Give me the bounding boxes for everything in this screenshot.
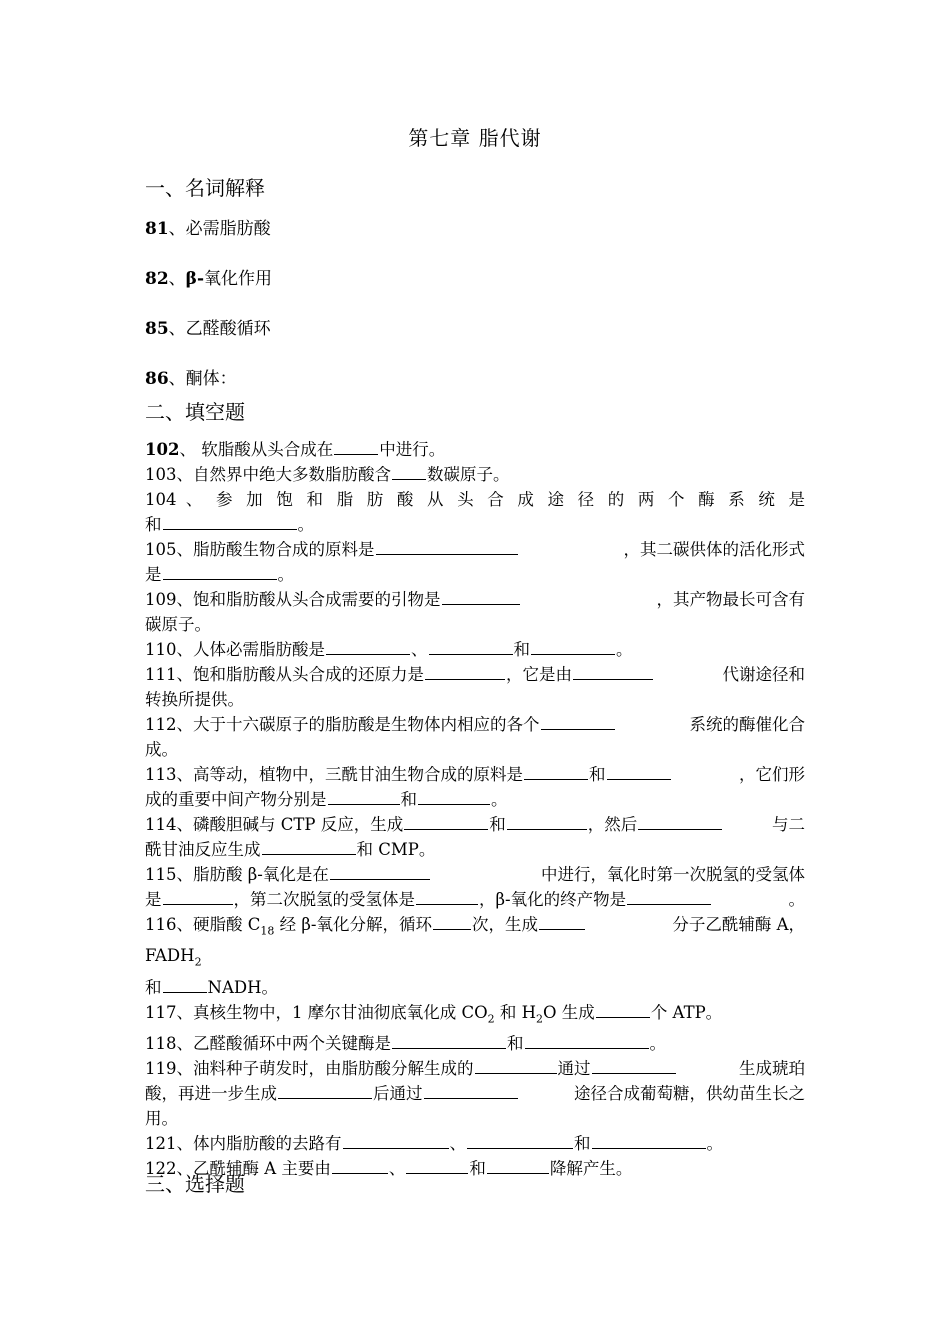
question-121 — [145, 1131, 805, 1156]
question-105 — [145, 537, 805, 587]
question-text: 后通过 — [373, 1083, 423, 1103]
term-text: 氧化作用 — [204, 269, 273, 289]
question-text: 系统的酶催化合 — [689, 715, 805, 734]
term-separator: 、 — [168, 269, 186, 289]
term-item — [145, 214, 271, 239]
answer-blank[interactable] — [392, 463, 426, 480]
question-text: 转换所提供。 — [145, 690, 244, 709]
question-text: 数碳原子。 — [427, 465, 510, 484]
answer-blank[interactable] — [433, 913, 471, 930]
answer-blank[interactable] — [531, 638, 615, 655]
subscript: 2 — [194, 955, 202, 969]
answer-blank[interactable] — [163, 513, 297, 530]
question-text: ，其二碳供体的活化形式 — [623, 540, 805, 559]
term-item — [145, 314, 271, 339]
answer-blank[interactable] — [425, 663, 505, 680]
question-text: 118、乙醛酸循环中两个关键酶是 — [145, 1033, 391, 1053]
answer-blank[interactable] — [330, 863, 430, 880]
question-text: 和 — [145, 977, 162, 997]
question-text: 。 — [788, 890, 805, 909]
question-text: 104 、 参 加 饱 和 脂 肪 酸 从 头 合 成 途 径 的 两 个 酶 系 统 是 — [145, 490, 805, 509]
question-text: 117、真核生物中，1 摩尔甘油彻底氧化成 CO — [145, 1002, 488, 1022]
question-text: 酸，再进一步生成 — [145, 1083, 277, 1103]
answer-blank[interactable] — [541, 713, 615, 730]
answer-blank[interactable] — [424, 1082, 518, 1099]
term-text: 必需脂肪酸 — [185, 219, 271, 239]
answer-blank[interactable] — [376, 538, 518, 555]
answer-blank[interactable] — [487, 1157, 549, 1174]
question-text: 112、大于十六碳原子的脂肪酸是生物体内相应的各个 — [145, 715, 540, 734]
answer-blank[interactable] — [163, 888, 233, 905]
question-text: 和 — [589, 765, 606, 784]
question-text: 110、人体必需脂肪酸是 — [145, 640, 325, 659]
term-text: 酮体： — [185, 369, 237, 389]
question-text: 。 — [277, 565, 294, 584]
page-title: 第七章 脂代谢 — [408, 126, 542, 150]
answer-blank[interactable] — [442, 588, 520, 605]
question-text: 和 — [489, 815, 506, 834]
question-119 — [145, 1056, 805, 1131]
question-text: 途径合成葡萄糖，供幼苗生长之 — [574, 1083, 805, 1103]
question-text: 成。 — [145, 740, 178, 759]
answer-blank[interactable] — [392, 1032, 506, 1049]
question-111 — [145, 662, 805, 712]
question-text: O 生成 — [543, 1002, 595, 1022]
subscript: 18 — [260, 924, 275, 938]
answer-blank[interactable] — [507, 813, 587, 830]
question-text: 经 β-氧化分解，循环 — [274, 915, 432, 934]
answer-blank[interactable] — [418, 788, 490, 805]
question-text: 通过 — [557, 1058, 591, 1078]
answer-blank[interactable] — [524, 763, 588, 780]
question-115 — [145, 862, 805, 912]
question-text: 103、自然界中绝大多数脂肪酸含 — [145, 465, 391, 484]
question-text: 和 — [513, 640, 530, 659]
question-text: 109、饱和脂肪酸从头合成需要的引物是 — [145, 590, 441, 609]
question-text: 122、乙酰辅酶 A 主要由 — [145, 1158, 331, 1178]
question-text: 碳原子。 — [145, 615, 211, 634]
question-text: 和 — [400, 790, 417, 809]
question-109 — [145, 587, 805, 637]
answer-blank[interactable] — [404, 813, 488, 830]
question-text: 。 — [491, 790, 508, 809]
answer-blank[interactable] — [334, 438, 378, 455]
question-text: 用。 — [145, 1108, 178, 1128]
answer-blank[interactable] — [163, 563, 277, 580]
question-text: ，β-氧化的终产物是 — [479, 890, 627, 909]
term-number: 82 — [145, 269, 169, 289]
answer-blank[interactable] — [343, 1132, 449, 1149]
question-110 — [145, 637, 805, 662]
answer-blank[interactable] — [326, 638, 410, 655]
answer-blank[interactable] — [539, 913, 585, 930]
answer-blank[interactable] — [607, 763, 671, 780]
question-text: 和 — [469, 1158, 486, 1178]
question-text: 分子乙酰辅酶 A， — [672, 915, 805, 934]
section-heading-definitions: 一、名词解释 — [145, 176, 265, 200]
question-text: 。 — [616, 640, 633, 659]
question-102 — [145, 437, 805, 462]
answer-blank[interactable] — [262, 838, 356, 855]
question-text: 是 — [145, 565, 162, 584]
term-number: 81 — [145, 219, 169, 239]
section-heading-fill-in: 二、填空题 — [145, 400, 245, 424]
question-text: 114、磷酸胆碱与 CTP 反应，生成 — [145, 815, 404, 834]
question-text: 115、脂肪酸 β-氧化是在 — [145, 865, 329, 884]
question-113 — [145, 762, 805, 812]
question-text: 与二 — [772, 815, 805, 834]
question-text: 。 — [706, 1133, 723, 1153]
answer-blank[interactable] — [467, 1132, 573, 1149]
question-text: 、 软脂酸从头合成在 — [179, 440, 334, 459]
answer-blank[interactable] — [573, 663, 653, 680]
question-text: 。 — [649, 1033, 666, 1053]
question-list — [145, 437, 805, 1181]
term-separator: 、 — [168, 369, 186, 389]
question-text: NADH。 — [207, 977, 278, 997]
term-item — [145, 364, 237, 389]
question-114 — [145, 812, 805, 862]
question-text: 和 H — [494, 1002, 537, 1022]
answer-blank[interactable] — [627, 888, 711, 905]
question-text: 中进行。 — [379, 440, 446, 459]
question-number: 102 — [145, 440, 180, 459]
term-separator: 、 — [168, 319, 186, 339]
question-text: 和 — [145, 515, 162, 534]
question-text: 、 — [411, 640, 428, 659]
answer-blank[interactable] — [429, 638, 513, 655]
question-text: 116、硬脂酸 C — [145, 915, 261, 934]
question-104 — [145, 487, 805, 537]
answer-blank[interactable] — [406, 1157, 468, 1174]
answer-blank[interactable] — [596, 1001, 650, 1018]
question-text: 和 — [507, 1033, 524, 1053]
question-text: ，然后 — [587, 815, 638, 834]
question-text: 中进行，氧化时第一次脱氢的受氢体 — [541, 865, 805, 884]
question-text: 生成琥珀 — [739, 1058, 805, 1078]
question-text: FADH — [145, 946, 195, 966]
question-text: 个 ATP。 — [650, 1002, 723, 1022]
question-118 — [145, 1031, 805, 1056]
term-prefix: β- — [185, 269, 205, 289]
question-text: 是 — [145, 890, 162, 909]
question-text: 和 — [574, 1133, 591, 1153]
subscript: 2 — [487, 1011, 495, 1025]
question-text: 121、体内脂肪酸的去路有 — [145, 1133, 342, 1153]
question-text: ，第二次脱氢的受氢体是 — [233, 890, 415, 909]
question-text: 和 CMP。 — [356, 840, 436, 859]
question-text: 119、油料种子萌发时，由脂肪酸分解生成的 — [145, 1058, 474, 1078]
question-text: 、 — [388, 1158, 406, 1178]
term-item — [145, 264, 272, 289]
answer-blank[interactable] — [592, 1132, 706, 1149]
question-text: 111、饱和脂肪酸从头合成的还原力是 — [145, 665, 424, 684]
question-text: 代谢途径和 — [722, 665, 805, 684]
term-number: 85 — [145, 319, 169, 339]
answer-blank[interactable] — [638, 813, 722, 830]
answer-blank[interactable] — [278, 1082, 372, 1099]
question-116 — [145, 912, 805, 1000]
subscript: 2 — [536, 1011, 544, 1025]
answer-blank[interactable] — [592, 1057, 676, 1074]
question-text: 113、高等动，植物中，三酰甘油生物合成的原料是 — [145, 765, 523, 784]
question-text: 。 — [297, 515, 314, 534]
question-text: 次，生成 — [471, 915, 538, 934]
question-text: 降解产生。 — [549, 1158, 633, 1178]
term-separator: 、 — [168, 219, 186, 239]
question-text: ，它们形 — [739, 765, 805, 784]
answer-blank[interactable] — [525, 1032, 649, 1049]
question-text: 、 — [449, 1133, 466, 1153]
question-117 — [145, 1000, 805, 1031]
question-text: 酰甘油反应生成 — [145, 840, 261, 859]
question-text: 105、脂肪酸生物合成的原料是 — [145, 540, 375, 559]
answer-blank[interactable] — [163, 976, 207, 993]
answer-blank[interactable] — [475, 1057, 557, 1074]
question-text: ，其产物最长可含有 — [656, 590, 805, 609]
question-text: 成的重要中间产物分别是 — [145, 790, 327, 809]
question-112 — [145, 712, 805, 762]
answer-blank[interactable] — [416, 888, 478, 905]
term-text: 乙醛酸循环 — [185, 319, 271, 339]
question-text: ，它是由 — [506, 665, 572, 684]
answer-blank[interactable] — [332, 1157, 388, 1174]
section-heading-multiple-choice: 三、选择题 — [145, 1172, 245, 1196]
answer-blank[interactable] — [328, 788, 400, 805]
term-number: 86 — [145, 369, 169, 389]
question-103 — [145, 462, 805, 487]
